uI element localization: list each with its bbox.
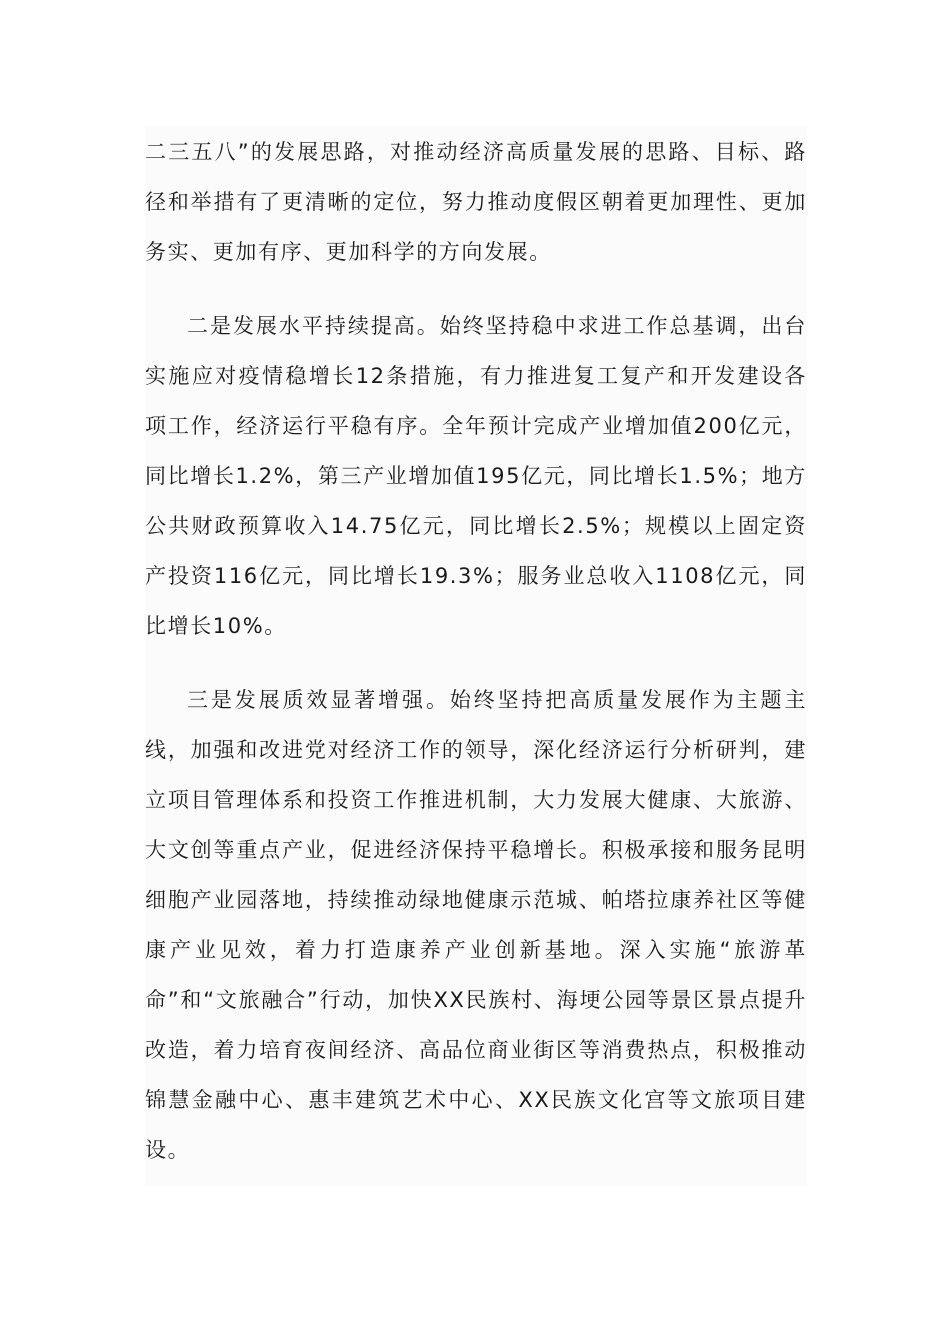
- paragraph-intro-continuation: 二三五八”的发展思路，对推动经济高质量发展的思路、目标、路径和举措有了更清晰的定位，努力推动度假区朝着更加理性、更加务实、更加有序、更加科学的方向发展。: [145, 140, 807, 264]
- document-body: [145, 127, 807, 1185]
- paragraph-development-level: 二是发展水平持续提高。始终坚持稳中求进工作总基调，出台实施应对疫情稳增长12条措施，有力推进复工复产和开发建设各项工作，经济运行平稳有序。全年预计完成产业增加值200亿元，同比增长1.2%，第三产业增加值195亿元，同比增长1.5%；地方公共财政预算收入14.75亿元，同比增长2.5%；规模以上固定资产投资116亿元，同比增长19.3%；服务业总收入1108亿元，同比增长10%。: [145, 314, 807, 638]
- paragraph-development-quality: 三是发展质效显著增强。始终坚持把高质量发展作为主题主线，加强和改进党对经济工作的领导，深化经济运行分析研判，建立项目管理体系和投资工作推进机制，大力发展大健康、大旅游、大文创等重点产业，促进经济保持平稳增长。积极承接和服务昆明细胞产业园落地，持续推动绿地健康示范城、帕塔拉康养社区等健康产业见效，着力打造康养产业创新基地。深入实施“旅游革命”和“文旅融合”行动，加快XX民族村、海埂公园等景区景点提升改造，着力培育夜间经济、高品位商业街区等消费热点，积极推动锦慧金融中心、惠丰建筑艺术中心、XX民族文化宫等文旅项目建设。: [145, 688, 807, 1162]
